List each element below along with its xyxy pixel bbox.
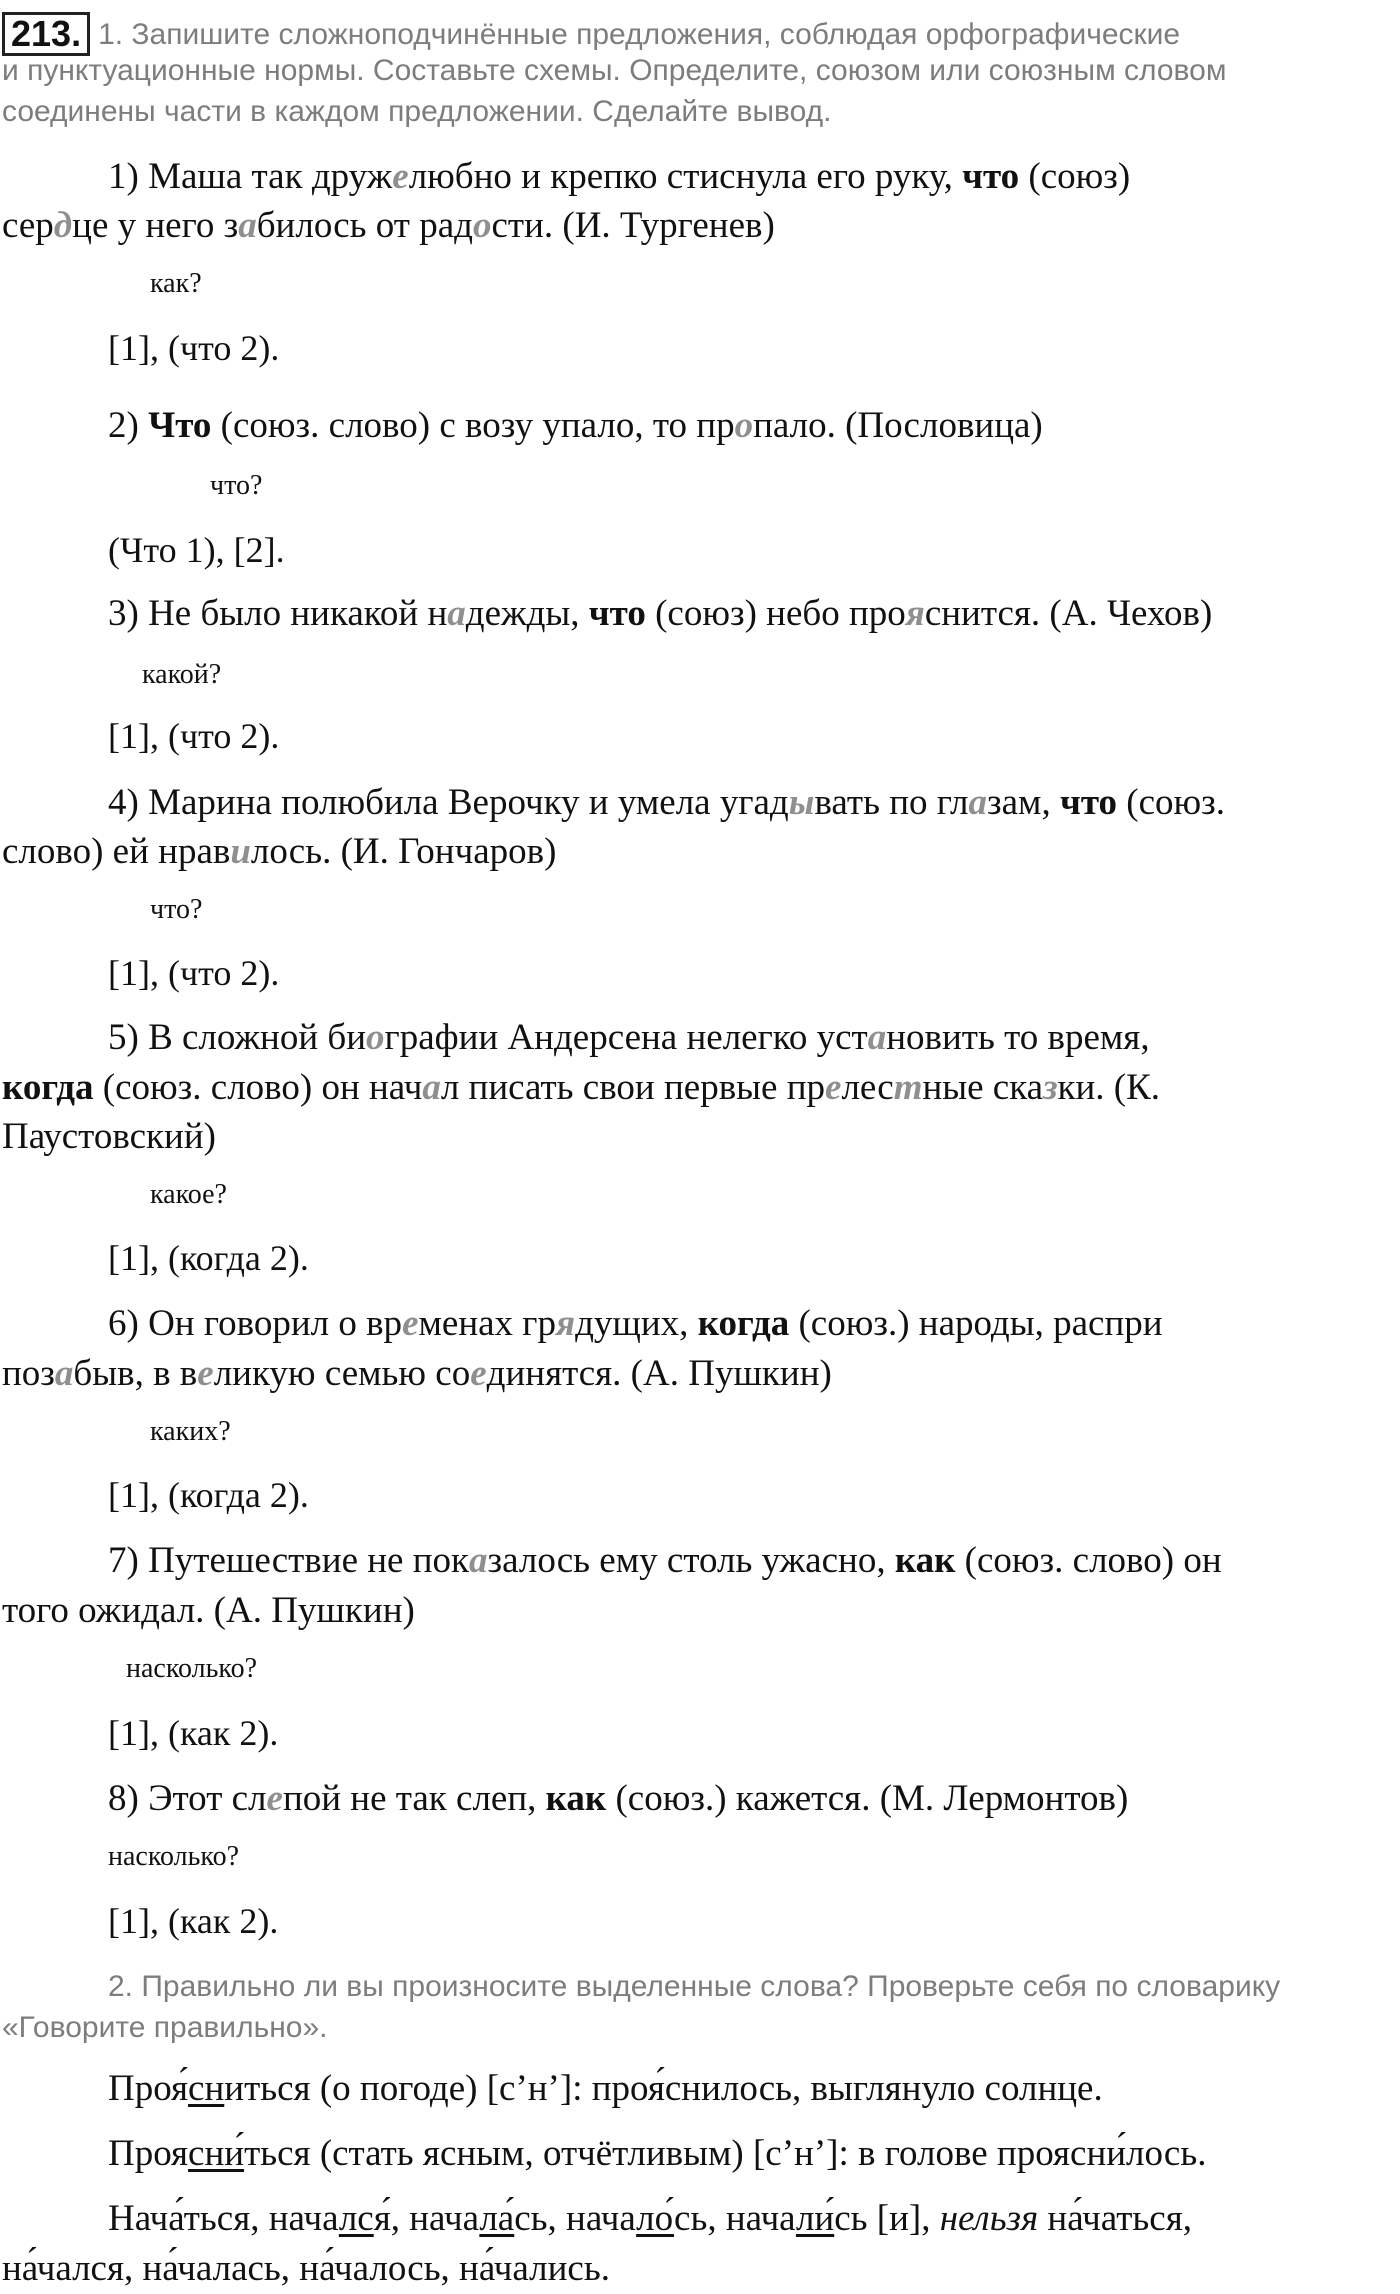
text-run: а [867,1017,887,1058]
text-run: Нача́ться, нача [108,2198,339,2239]
sentence-3-line-1 [108,595,1212,632]
text-run: что [1059,782,1118,823]
text-run: (союз) небо про [645,593,906,634]
text-run: о [734,405,754,446]
text-run: графии Андерсена нелегко уст [384,1017,868,1058]
text-run: дущих, [575,1303,698,1344]
text-run: лось. (И. Гончаров) [250,831,557,872]
text-run: сн [188,2068,225,2109]
text-run: когда [697,1303,790,1344]
text-run: Паустовский) [2,1116,216,1157]
text-run: о [472,205,492,246]
text-run: зам, [987,782,1060,823]
text-run: я [905,593,925,634]
sentence-7-line-1 [108,1542,1222,1579]
text-run: быв, в в [73,1353,198,1394]
text-run: билось от рад [256,205,473,246]
text-run: сер [2,205,54,246]
text-run: пало. (Пословица) [753,405,1043,446]
text-run: ́сь [и], [834,2198,940,2239]
text-run: ла [479,2198,515,2239]
text-run: а [469,1540,488,1581]
task-intro-line-1 [2,12,1180,56]
sentence-5-line-3 [2,1118,216,1155]
text-run: ́сь, нача [674,2198,796,2239]
text-run: (союз. слово) он нач [93,1067,423,1108]
text-run: а [54,1353,74,1394]
text-run: (союз. слово) с возу упало, то пр [211,405,735,446]
sentence-5-question: какое? [150,1179,227,1210]
text-run: на́чался, на́чалась, на́чалось, на́чались. [2,2248,610,2289]
text-run: лес [841,1067,894,1108]
text-run: слово) ей нрав [2,831,231,872]
text-run: ки. (К. [1057,1067,1161,1108]
pronunciation-line-2 [108,2135,1206,2172]
sentence-3-question: какой? [142,659,222,690]
text-run: новить то время, [886,1017,1150,1058]
pronunciation-line-1 [108,2070,1103,2107]
text-run: е [402,1303,419,1344]
text-run: Проя [108,2133,189,2174]
text-run: что [588,593,646,634]
text-run: я [556,1303,576,1344]
text-run: ы [788,782,815,823]
text-run: а [422,1067,441,1108]
text-run: о [366,1017,385,1058]
text-run: Проя́ [108,2068,189,2109]
text-run: сни́ [188,2133,245,2174]
text-run: Что [148,405,212,446]
text-run: е [392,156,409,197]
sentence-7-scheme: [1], (как 2). [108,1713,279,1753]
text-run: (союз. [1117,782,1226,823]
sentence-5-line-1 [108,1019,1150,1056]
sentence-2-question: что? [210,470,263,501]
text-run: а [238,205,257,246]
text-run: ные ска [922,1067,1044,1108]
sentence-6-line-1 [108,1305,1163,1342]
text-run: (союз.) кажется. (М. Лермонтов) [606,1778,1129,1819]
pronunciation-line-4 [2,2250,610,2287]
text-run: ло [636,2198,675,2239]
text-run: з [1043,1067,1058,1108]
sentence-5-line-2 [2,1069,1160,1106]
text-run: е [266,1778,283,1819]
sentence-2-scheme: (Что 1), [2]. [108,530,285,570]
text-run: л писать свои первые пр [440,1067,826,1108]
sentence-7-question: насколько? [126,1653,258,1684]
text-run: лс [338,2198,374,2239]
text-run: как [894,1540,956,1581]
sentence-6-scheme: [1], (когда 2). [108,1475,309,1515]
sentence-8-question: насколько? [108,1841,240,1872]
sentence-4-question: что? [150,894,203,925]
text-run: менах гр [418,1303,556,1344]
task-part2-line-1: 2. Правильно ли вы произносите выделенные слова? Проверьте себя по словарику [108,1970,1281,2003]
sentence-1-line-1 [108,158,1130,195]
sentence-1-question: как? [150,268,202,299]
text-run: (союз. слово) он [955,1540,1222,1581]
text-run: це у него з [72,205,239,246]
text-run: 4) Марина полюбила Верочку и умела угад [108,782,789,823]
sentence-8-line-1 [108,1780,1128,1817]
sentence-7-line-2 [2,1592,415,1629]
task-number: 213. [2,12,90,56]
sentence-3-scheme: [1], (что 2). [108,716,280,756]
task-intro-line-2: и пунктуационные нормы. Составьте схемы. Определите, союзом или союзным словом [2,54,1227,87]
text-run: ли [795,2198,835,2239]
sentence-4-scheme: [1], (что 2). [108,953,280,993]
sentence-1-line-2 [2,207,775,244]
sentence-2-line-1 [108,407,1043,444]
text-run: ться (стать ясным, отчётливым) [с’н’]: в голове проясни́лось. [244,2133,1207,2174]
text-run: поз [2,1353,55,1394]
text-run: когда [2,1067,94,1108]
text-run: нельзя [939,2198,1039,2239]
text-run: 3) Не было никакой н [108,593,448,634]
text-run: как [545,1778,607,1819]
text-run: залось ему столь ужасно, [487,1540,895,1581]
text-run: а [968,782,988,823]
text-run: я́, нача [373,2198,480,2239]
sentence-4-line-2 [2,833,556,870]
text-run: ́сь, нача [514,2198,637,2239]
text-run: д [53,205,73,246]
text-run: сти. (И. Тургенев) [491,205,775,246]
sentence-4-line-1 [108,784,1225,821]
sentence-8-scheme: [1], (как 2). [108,1901,279,1941]
text-run: 8) Этот сл [108,1778,267,1819]
text-run: т [893,1067,923,1108]
pronunciation-line-3 [108,2200,1192,2237]
text-run: снится. (А. Чехов) [924,593,1213,634]
text-run: иться (о погоде) [с’н’]: проя́снилось, выглянуло солнце. [224,2068,1103,2109]
text-run: е [470,1353,487,1394]
text-run: ликую семью со [213,1353,471,1394]
task-intro-text: 1. Запишите сложноподчинённые предложения, соблюдая орфографические [98,18,1181,51]
sentence-6-question: каких? [150,1416,231,1447]
sentence-1-scheme: [1], (что 2). [108,328,280,368]
sentence-6-line-2 [2,1355,832,1392]
text-run: пой не так слеп, [282,1778,546,1819]
task-intro-line-3: соединены части в каждом предложении. Сделайте вывод. [2,95,832,128]
text-run: е [825,1067,842,1108]
text-run: (союз) [1019,156,1131,197]
text-run: (союз.) народы, распри [789,1303,1163,1344]
text-run: любно и крепко стиснула его руку, [408,156,963,197]
text-run: и [230,831,251,872]
text-run: а [447,593,466,634]
text-run: вать по гл [814,782,969,823]
text-run: что [962,156,1020,197]
text-run: 7) Путешествие не пок [108,1540,470,1581]
text-run: 2) [108,405,149,446]
text-run: е [197,1353,214,1394]
text-run: 5) В сложной би [108,1017,367,1058]
task-part2-line-2: «Говорите правильно». [2,2011,328,2044]
text-run: 1) Маша так друж [108,156,393,197]
text-run: дежды, [465,593,589,634]
text-run: того ожидал. (А. Пушкин) [2,1590,415,1631]
text-run: на́чаться, [1038,2198,1192,2239]
text-run: динятся. (А. Пушкин) [486,1353,832,1394]
sentence-5-scheme: [1], (когда 2). [108,1238,309,1278]
text-run: 6) Он говорил о вр [108,1303,403,1344]
